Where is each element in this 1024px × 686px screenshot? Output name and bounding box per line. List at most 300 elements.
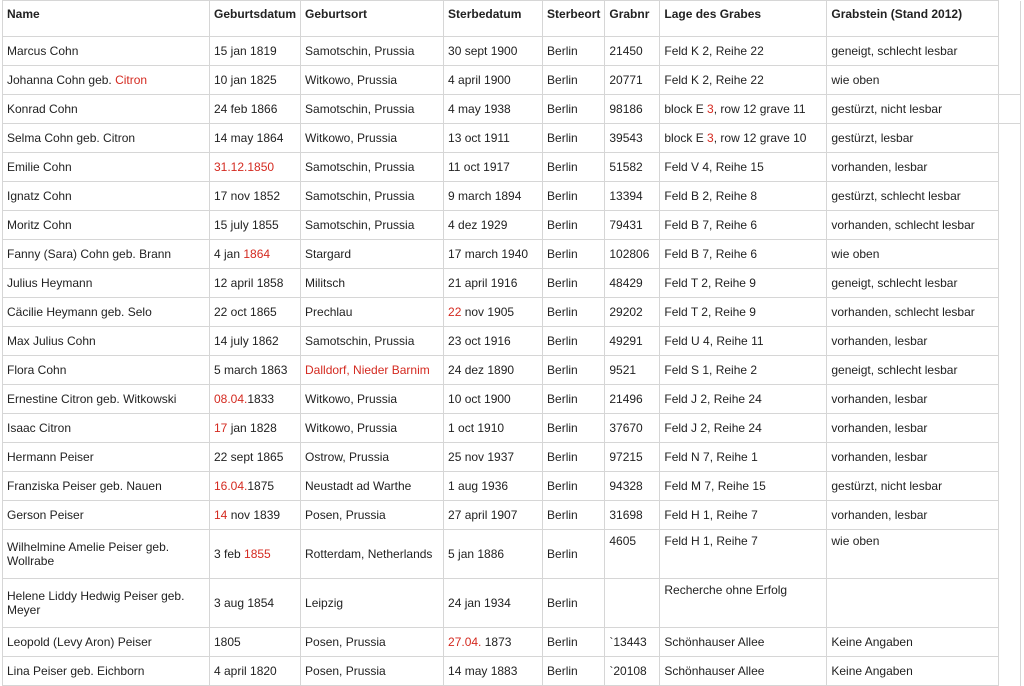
cell-sterbedatum: [444, 327, 543, 356]
cell-geburtsort: [301, 530, 444, 579]
cell-text: 22 oct 1865: [214, 305, 277, 319]
cell-geburtsort: [301, 501, 444, 530]
cell-text: vorhanden, schlecht lesbar: [831, 305, 975, 319]
cell-text: vorhanden, lesbar: [831, 508, 928, 522]
cell-text: block E: [664, 131, 708, 145]
cell-sterbeort: [543, 579, 605, 628]
cell-name: [3, 501, 210, 530]
extra-cell: [999, 240, 1021, 269]
cell-sterbedatum: [444, 385, 543, 414]
table-row: [3, 153, 1021, 182]
cell-text: Citron: [115, 73, 148, 87]
extra-cell: [999, 37, 1021, 66]
cell-text: Berlin: [547, 73, 578, 87]
cell-text: 1864: [243, 247, 271, 261]
cell-text: 49291: [609, 334, 643, 348]
cell-text: 08.04.: [214, 392, 248, 406]
cell-text: 21 april 1916: [448, 276, 518, 290]
cell-text: Feld H 1, Reihe 7: [664, 534, 758, 548]
cell-text: 21496: [609, 392, 643, 406]
cell-text: 10 oct 1900: [448, 392, 511, 406]
cell-geburtsdatum: [210, 182, 301, 211]
cell-name: [3, 414, 210, 443]
cell-geburtsdatum: [210, 657, 301, 686]
cell-text: Selma Cohn geb. Citron: [7, 131, 136, 145]
extra-cell: [999, 472, 1021, 501]
cell-text: Berlin: [547, 547, 578, 561]
cell-grabnr: [605, 298, 660, 327]
cell-text: Feld S 1, Reihe 2: [664, 363, 758, 377]
cell-text: Keine Angaben: [831, 664, 913, 678]
cell-geburtsort: [301, 182, 444, 211]
cell-grabnr: [605, 66, 660, 95]
cell-geburtsort: [301, 579, 444, 628]
cell-text: 31698: [609, 508, 643, 522]
cell-text: Stargard: [305, 247, 352, 261]
cell-grabstein: [827, 385, 999, 414]
cell-text: 14 july 1862: [214, 334, 279, 348]
col-sterbedatum: Sterbedatum: [444, 1, 543, 37]
extra-cell: [999, 443, 1021, 472]
cell-text: geneigt, schlecht lesbar: [831, 276, 958, 290]
cell-geburtsdatum: [210, 298, 301, 327]
cell-sterbeort: [543, 327, 605, 356]
cell-geburtsdatum: [210, 124, 301, 153]
table-row: [3, 269, 1021, 298]
col-geburtsort: Geburtsort: [301, 1, 444, 37]
cell-sterbeort: [543, 298, 605, 327]
cell-geburtsdatum: [210, 501, 301, 530]
cell-sterbeort: [543, 240, 605, 269]
cell-text: 12 april 1858: [214, 276, 284, 290]
cell-sterbedatum: [444, 95, 543, 124]
cell-sterbedatum: [444, 472, 543, 501]
cell-text: 4 april 1900: [448, 73, 511, 87]
cell-text: Max Julius Cohn: [7, 334, 96, 348]
extra-cell: [999, 211, 1021, 240]
cell-text: , row 12 grave 10: [713, 131, 807, 145]
cell-text: 51582: [609, 160, 643, 174]
cell-grabnr: [605, 182, 660, 211]
cell-text: gestürzt, nicht lesbar: [831, 102, 943, 116]
cell-text: block E: [664, 102, 708, 116]
cell-text: gestürzt, nicht lesbar: [831, 479, 943, 493]
cell-sterbeort: [543, 414, 605, 443]
cell-text: vorhanden, lesbar: [831, 334, 928, 348]
cell-lage: [660, 269, 827, 298]
cell-text: Witkowo, Prussia: [305, 392, 398, 406]
col-grabnr: Grabnr: [605, 1, 660, 37]
cell-grabnr: [605, 356, 660, 385]
cell-text: Berlin: [547, 596, 578, 610]
cell-text: gestürzt, schlecht lesbar: [831, 189, 961, 203]
cell-geburtsdatum: [210, 37, 301, 66]
table-row: [3, 182, 1021, 211]
cell-geburtsdatum: [210, 472, 301, 501]
cell-lage: [660, 211, 827, 240]
cell-name: [3, 628, 210, 657]
cell-text: Dalldorf, Nieder Barnim: [305, 363, 430, 377]
extra-cell: [999, 66, 1021, 95]
cell-text: Wilhelmine Amelie Peiser geb. Wollrabe: [7, 540, 170, 568]
cell-text: 22 sept 1865: [214, 450, 284, 464]
cell-geburtsort: [301, 269, 444, 298]
cell-text: 5 march 1863: [214, 363, 288, 377]
cell-geburtsort: [301, 443, 444, 472]
cell-name: [3, 153, 210, 182]
cell-text: 37670: [609, 421, 643, 435]
cell-text: 14 may 1864: [214, 131, 284, 145]
cell-text: 15 jan 1819: [214, 44, 277, 58]
cell-text: Feld B 7, Reihe 6: [664, 218, 758, 232]
cell-geburtsdatum: [210, 579, 301, 628]
cell-geburtsdatum: [210, 327, 301, 356]
cell-geburtsdatum: [210, 356, 301, 385]
table-row: [3, 385, 1021, 414]
cell-sterbedatum: [444, 153, 543, 182]
extra-cell: [999, 298, 1021, 327]
cell-text: Ernestine Citron geb. Witkowski: [7, 392, 177, 406]
cell-grabstein: [827, 443, 999, 472]
cell-text: 13394: [609, 189, 643, 203]
cell-lage: [660, 240, 827, 269]
cell-sterbeort: [543, 182, 605, 211]
header-row: [3, 1, 1021, 37]
cell-sterbeort: [543, 385, 605, 414]
cell-text: `20108: [609, 664, 647, 678]
cell-lage: [660, 356, 827, 385]
cell-text: Feld J 2, Reihe 24: [664, 421, 762, 435]
cell-text: 3: [707, 102, 714, 116]
extra-cell: [999, 579, 1021, 628]
cell-grabstein: [827, 211, 999, 240]
cell-grabstein: [827, 628, 999, 657]
table-row: [3, 298, 1021, 327]
cell-lage: [660, 327, 827, 356]
cell-text: Samotschin, Prussia: [305, 44, 415, 58]
cell-text: Witkowo, Prussia: [305, 421, 398, 435]
cell-text: 24 jan 1934: [448, 596, 511, 610]
cell-text: 102806: [609, 247, 650, 261]
cell-text: 9 march 1894: [448, 189, 522, 203]
grave-table: [2, 0, 1021, 686]
cell-text: 25 nov 1937: [448, 450, 515, 464]
cell-sterbedatum: [444, 579, 543, 628]
cell-text: Konrad Cohn: [7, 102, 78, 116]
cell-name: [3, 472, 210, 501]
cell-geburtsdatum: [210, 385, 301, 414]
cell-grabnr: [605, 269, 660, 298]
cell-lage: [660, 385, 827, 414]
cell-text: Ignatz Cohn: [7, 189, 72, 203]
cell-text: Moritz Cohn: [7, 218, 72, 232]
cell-text: 1875: [247, 479, 275, 493]
cell-text: 97215: [609, 450, 643, 464]
cell-sterbeort: [543, 443, 605, 472]
cell-text: Feld T 2, Reihe 9: [664, 305, 756, 319]
cell-grabnr: [605, 37, 660, 66]
cell-grabstein: [827, 356, 999, 385]
cell-text: 20771: [609, 73, 643, 87]
cell-text: vorhanden, schlecht lesbar: [831, 218, 975, 232]
cell-text: vorhanden, lesbar: [831, 392, 928, 406]
cell-text: 17: [214, 421, 228, 435]
cell-text: nov 1839: [227, 508, 281, 522]
cell-text: 13 oct 1911: [448, 131, 510, 145]
cell-sterbedatum: [444, 240, 543, 269]
cell-grabstein: [827, 37, 999, 66]
table-row: [3, 628, 1021, 657]
cell-text: Samotschin, Prussia: [305, 218, 415, 232]
cell-text: 1833: [247, 392, 275, 406]
cell-geburtsort: [301, 211, 444, 240]
cell-sterbeort: [543, 153, 605, 182]
cell-text: 1873: [481, 635, 512, 649]
cell-text: Berlin: [547, 508, 578, 522]
table-row: [3, 124, 1021, 153]
table-row: [3, 443, 1021, 472]
cell-text: Gerson Peiser: [7, 508, 84, 522]
cell-text: Berlin: [547, 189, 578, 203]
cell-name: [3, 530, 210, 579]
cell-text: 31.12.1850: [214, 160, 275, 174]
cell-text: Feld B 7, Reihe 6: [664, 247, 758, 261]
cell-text: Samotschin, Prussia: [305, 334, 415, 348]
cell-text: Berlin: [547, 363, 578, 377]
cell-geburtsort: [301, 356, 444, 385]
cell-geburtsort: [301, 37, 444, 66]
cell-text: Berlin: [547, 664, 578, 678]
cell-text: Militsch: [305, 276, 346, 290]
cell-text: Flora Cohn: [7, 363, 67, 377]
cell-geburtsdatum: [210, 153, 301, 182]
cell-text: Posen, Prussia: [305, 508, 386, 522]
cell-geburtsort: [301, 472, 444, 501]
col-name: Name: [3, 1, 210, 37]
cell-sterbeort: [543, 501, 605, 530]
cell-grabnr: [605, 501, 660, 530]
cell-grabstein: [827, 95, 999, 124]
cell-text: 39543: [609, 131, 643, 145]
cell-text: 17 march 1940: [448, 247, 529, 261]
table-row: [3, 579, 1021, 628]
cell-text: Neustadt ad Warthe: [305, 479, 412, 493]
cell-text: Feld K 2, Reihe 22: [664, 44, 764, 58]
cell-text: Marcus Cohn: [7, 44, 79, 58]
cell-name: [3, 269, 210, 298]
cell-text: 4 april 1820: [214, 664, 277, 678]
table-row: [3, 211, 1021, 240]
cell-text: 4 may 1938: [448, 102, 511, 116]
cell-text: Posen, Prussia: [305, 664, 386, 678]
cell-geburtsdatum: [210, 95, 301, 124]
extra-cell: [999, 530, 1021, 579]
cell-sterbedatum: [444, 37, 543, 66]
cell-name: [3, 327, 210, 356]
cell-geburtsdatum: [210, 66, 301, 95]
extra-cell: [999, 153, 1021, 182]
cell-sterbeort: [543, 269, 605, 298]
cell-text: Berlin: [547, 131, 578, 145]
table-row: [3, 240, 1021, 269]
cell-text: Franziska Peiser geb. Nauen: [7, 479, 162, 493]
cell-name: [3, 356, 210, 385]
cell-grabstein: [827, 579, 999, 628]
cell-text: 1 oct 1910: [448, 421, 505, 435]
extra-cell: [999, 414, 1021, 443]
extra-cell: [999, 385, 1021, 414]
cell-sterbeort: [543, 628, 605, 657]
cell-text: Berlin: [547, 450, 578, 464]
cell-text: geneigt, schlecht lesbar: [831, 363, 958, 377]
cell-lage: [660, 628, 827, 657]
cell-grabnr: [605, 530, 660, 579]
cell-text: Berlin: [547, 218, 578, 232]
cell-text: 23 oct 1916: [448, 334, 511, 348]
cell-geburtsdatum: [210, 211, 301, 240]
cell-sterbedatum: [444, 530, 543, 579]
cell-text: 4 jan: [214, 247, 244, 261]
cell-text: Feld J 2, Reihe 24: [664, 392, 762, 406]
cell-text: 48429: [609, 276, 643, 290]
cell-lage: [660, 298, 827, 327]
cell-sterbeort: [543, 211, 605, 240]
cell-text: 10 jan 1825: [214, 73, 277, 87]
cell-text: Johanna Cohn geb.: [7, 73, 116, 87]
cell-text: Feld H 1, Reihe 7: [664, 508, 758, 522]
cell-text: 1855: [244, 547, 271, 561]
cell-text: Keine Angaben: [831, 635, 913, 649]
extra-cell: [999, 269, 1021, 298]
cell-text: Leipzig: [305, 596, 344, 610]
cell-text: Posen, Prussia: [305, 635, 386, 649]
table-row: [3, 472, 1021, 501]
cell-lage: [660, 472, 827, 501]
cell-text: Berlin: [547, 276, 578, 290]
cell-geburtsort: [301, 628, 444, 657]
cell-text: Berlin: [547, 44, 578, 58]
cell-sterbeort: [543, 472, 605, 501]
cell-sterbeort: [543, 66, 605, 95]
cell-sterbedatum: [444, 298, 543, 327]
cell-text: 29202: [609, 305, 643, 319]
cell-text: Berlin: [547, 635, 578, 649]
cell-text: geneigt, schlecht lesbar: [831, 44, 958, 58]
cell-text: Berlin: [547, 334, 578, 348]
cell-name: [3, 182, 210, 211]
cell-text: Witkowo, Prussia: [305, 131, 398, 145]
cell-geburtsort: [301, 153, 444, 182]
cell-grabstein: [827, 530, 999, 579]
cell-geburtsort: [301, 95, 444, 124]
cell-text: Isaac Citron: [7, 421, 72, 435]
table-row: [3, 501, 1021, 530]
cell-sterbedatum: [444, 501, 543, 530]
cell-text: Rotterdam, Netherlands: [305, 547, 433, 561]
cell-text: Emilie Cohn: [7, 160, 72, 174]
cell-text: wie oben: [831, 73, 880, 87]
table-row: [3, 356, 1021, 385]
cell-text: Fanny (Sara) Cohn geb. Brann: [7, 247, 172, 261]
cell-text: Feld U 4, Reihe 11: [664, 334, 764, 348]
cell-grabstein: [827, 298, 999, 327]
extra-cell: [999, 182, 1021, 211]
cell-name: [3, 298, 210, 327]
cell-grabnr: [605, 124, 660, 153]
cell-text: 27 april 1907: [448, 508, 518, 522]
cell-text: Feld N 7, Reihe 1: [664, 450, 758, 464]
cell-text: Samotschin, Prussia: [305, 160, 415, 174]
cell-sterbedatum: [444, 211, 543, 240]
cell-text: Samotschin, Prussia: [305, 102, 415, 116]
extra-cell: [999, 124, 1021, 153]
cell-text: vorhanden, lesbar: [831, 421, 928, 435]
cell-text: Prechlau: [305, 305, 353, 319]
cell-text: 98186: [609, 102, 643, 116]
cell-text: `13443: [609, 635, 647, 649]
extra-cell: [999, 657, 1021, 686]
col-sterbeort: Sterbeort: [543, 1, 605, 37]
cell-text: 21450: [609, 44, 643, 58]
cell-geburtsort: [301, 414, 444, 443]
cell-grabnr: [605, 211, 660, 240]
cell-lage: [660, 657, 827, 686]
table-row: [3, 657, 1021, 686]
cell-lage: [660, 95, 827, 124]
cell-text: Helene Liddy Hedwig Peiser geb. Meyer: [7, 589, 185, 617]
cell-sterbedatum: [444, 657, 543, 686]
cell-text: Cäcilie Heymann geb. Selo: [7, 305, 152, 319]
cell-text: 27.04.: [448, 635, 482, 649]
cell-text: 30 sept 1900: [448, 44, 518, 58]
cell-lage: [660, 153, 827, 182]
cell-text: 3 aug 1854: [214, 596, 275, 610]
cell-text: Leopold (Levy Aron) Peiser: [7, 635, 152, 649]
cell-text: 24 feb 1866: [214, 102, 278, 116]
cell-text: wie oben: [831, 534, 880, 548]
cell-grabnr: [605, 657, 660, 686]
cell-grabstein: [827, 182, 999, 211]
cell-sterbedatum: [444, 414, 543, 443]
cell-geburtsort: [301, 240, 444, 269]
cell-geburtsdatum: [210, 443, 301, 472]
cell-grabnr: [605, 472, 660, 501]
cell-name: [3, 95, 210, 124]
cell-text: 17 nov 1852: [214, 189, 281, 203]
table-row: [3, 414, 1021, 443]
cell-text: Berlin: [547, 305, 578, 319]
cell-text: 5 jan 1886: [448, 547, 505, 561]
cell-geburtsdatum: [210, 414, 301, 443]
cell-text: wie oben: [831, 247, 880, 261]
cell-sterbeort: [543, 124, 605, 153]
cell-grabstein: [827, 501, 999, 530]
cell-text: Berlin: [547, 479, 578, 493]
cell-lage: [660, 443, 827, 472]
cell-name: [3, 443, 210, 472]
cell-text: Lina Peiser geb. Eichborn: [7, 664, 145, 678]
col-lage: Lage des Grabes: [660, 1, 827, 37]
cell-text: Feld B 2, Reihe 8: [664, 189, 758, 203]
cell-sterbedatum: [444, 66, 543, 95]
cell-text: Julius Heymann: [7, 276, 93, 290]
cell-text: , row 12 grave 11: [713, 102, 806, 116]
cell-geburtsort: [301, 327, 444, 356]
cell-grabstein: [827, 327, 999, 356]
cell-text: Recherche ohne Erfolg: [664, 583, 788, 597]
cell-text: 94328: [609, 479, 643, 493]
cell-grabnr: [605, 153, 660, 182]
